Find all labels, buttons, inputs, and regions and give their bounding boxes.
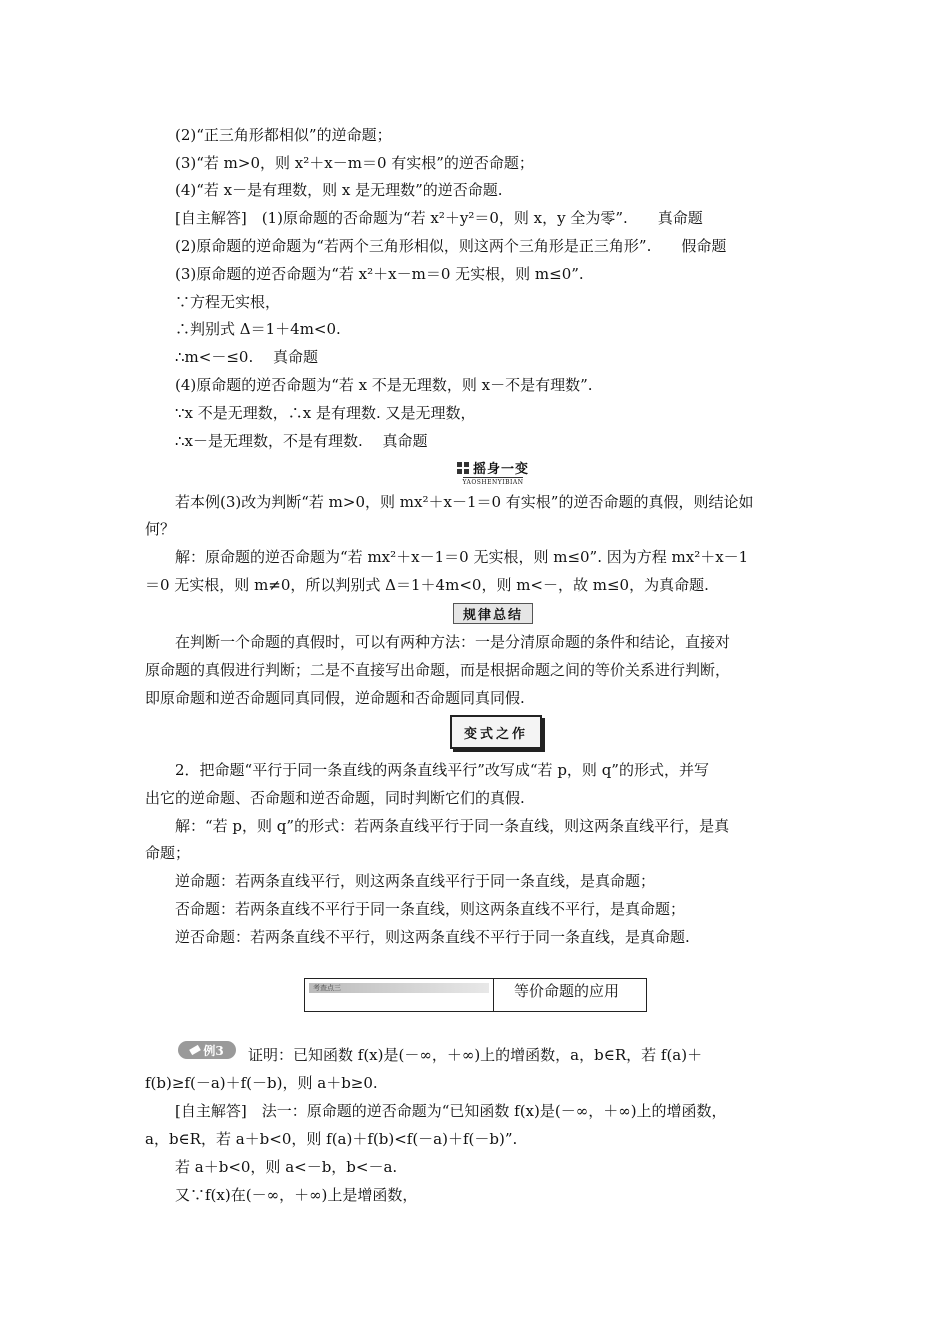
text-line: (3)“若 m>0，则 x²＋x－m＝0 有实根”的逆否命题； [175, 154, 534, 172]
section-heading-box [304, 978, 647, 1012]
text-line: ∴m<－≤0. 真命题 [175, 348, 318, 366]
section-badge-variant: 变式之作 [450, 715, 542, 749]
badge-subtitle: YAOSHENYIBIAN [462, 479, 524, 486]
text-line: 逆否命题：若两条直线不平行，则这两条直线不平行于同一条直线，是真命题. [175, 928, 690, 946]
example-label: 例3 [203, 1043, 224, 1058]
badge-title: 摇身一变 [472, 462, 529, 477]
section-badge-yaoshen [452, 459, 534, 485]
text-line: 解：原命题的逆否命题为“若 mx²＋x－1＝0 无实根，则 m≤0”. 因为方程 mx²＋x－1 [175, 548, 749, 566]
grid-icon [457, 462, 469, 474]
text-line: 解：“若 p，则 q”的形式：若两条直线平行于同一条直线，则这两条直线平行，是真 [175, 817, 730, 835]
text-line: 证明：已知函数 f(x)是(－∞，＋∞)上的增函数，a，b∈R，若 f(a)＋ [248, 1046, 703, 1064]
text-line: 命题； [145, 844, 191, 862]
text-line: (2)原命题的逆命题为“若两个三角形相似，则这两个三角形是正三角形”. 假命题 [175, 237, 727, 255]
text-line: 2．把命题“平行于同一条直线的两条直线平行”改写成“若 p，则 q”的形式，并写 [175, 761, 709, 779]
section-badge-rules: 规律总结 [453, 603, 533, 624]
example-badge [178, 1041, 236, 1059]
text-line: a，b∈R，若 a＋b<0，则 f(a)＋f(b)<f(－a)＋f(－b)”. [145, 1130, 518, 1148]
text-line: 若 a＋b<0，则 a<－b，b<－a. [175, 1158, 398, 1176]
text-line: 出它的逆命题、否命题和逆否命题，同时判断它们的真假. [145, 789, 525, 807]
text-line: ＝0 无实根，则 m≠0，所以判别式 Δ＝1＋4m<0，则 m<－，故 m≤0，为真命题. [145, 576, 709, 594]
section-title: 等价命题的应用 [514, 982, 620, 1000]
text-line: [自主解答] 法一：原命题的逆否命题为“已知函数 f(x)是(－∞，＋∞)上的增函数， [175, 1102, 727, 1120]
pencil-icon [189, 1045, 201, 1055]
text-line: (3)原命题的逆否命题为“若 x²＋x－m＝0 无实根，则 m≤0”. [175, 265, 584, 283]
text-line: 即原命题和逆否命题同真同假，逆命题和否命题同真同假. [145, 689, 525, 707]
text-line: 若本例(3)改为判断“若 m>0，则 mx²＋x－1＝0 有实根”的逆否命题的真假，则结论如 [175, 493, 754, 511]
text-line: f(b)≥f(－a)＋f(－b)，则 a＋b≥0. [145, 1074, 378, 1092]
text-line: 何？ [145, 520, 176, 538]
text-line: ∵x 不是无理数，∴x 是有理数. 又是无理数， [175, 404, 476, 422]
text-line: [自主解答] (1)原命题的否命题为“若 x²＋y²＝0，则 x，y 全为零”. 真命题 [175, 209, 703, 227]
text-line: 原命题的真假进行判断；二是不直接写出命题，而是根据命题之间的等价关系进行判断， [145, 661, 731, 679]
text-line: 在判断一个命题的真假时，可以有两种方法：一是分清原命题的条件和结论，直接对 [175, 633, 731, 651]
section-tag-cell [305, 979, 494, 1011]
text-line: ∴x－是无理数，不是有理数. 真命题 [175, 432, 428, 450]
text-line: (4)原命题的逆否命题为“若 x 不是无理数，则 x－不是有理数”. [175, 376, 593, 394]
text-line: ∴判别式 Δ＝1＋4m<0. [175, 320, 341, 338]
text-line: (4)“若 x－是有理数，则 x 是无理数”的逆否命题. [175, 181, 503, 199]
text-line: 逆命题：若两条直线平行，则这两条直线平行于同一条直线，是真命题； [175, 872, 656, 890]
text-line: (2)“正三角形都相似”的逆命题； [175, 126, 392, 144]
section-tag: 考查点三 [309, 983, 489, 993]
text-line: ∵方程无实根， [175, 293, 281, 311]
text-line: 又∵f(x)在(－∞，＋∞)上是增函数， [175, 1186, 418, 1204]
text-line: 否命题：若两条直线不平行于同一条直线，则这两条直线不平行，是真命题； [175, 900, 686, 918]
